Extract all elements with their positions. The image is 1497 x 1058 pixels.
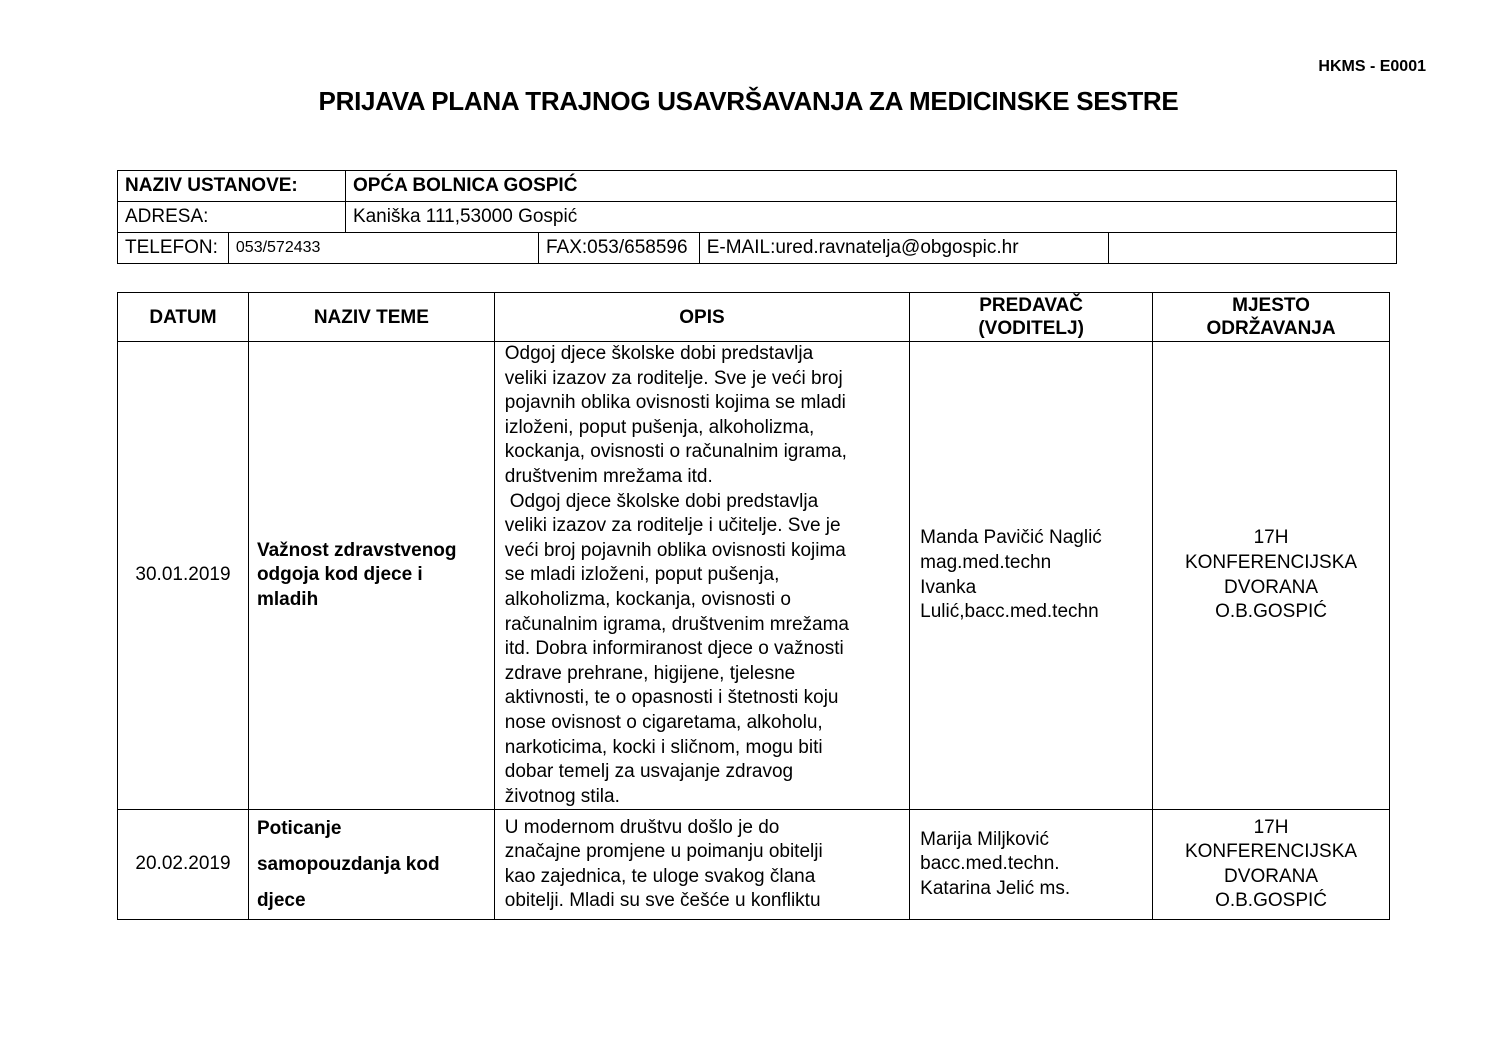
topic-line: mladih [256, 588, 319, 610]
description-line: nose ovisnost o cigaretama, alkoholu, [504, 711, 823, 733]
header-place [1153, 293, 1390, 342]
description-line: životnog stila. [504, 785, 620, 807]
table-row [118, 810, 1390, 920]
description-line: veliki izazov za roditelje i učitelje. Sve je [504, 515, 841, 537]
description-line: narkoticima, kocki i sličnom, mogu biti [504, 736, 823, 758]
header-lecturer [910, 293, 1153, 342]
form-code: HKMS - E0001 [1318, 58, 1426, 75]
lecturer-line: Marija Miljković [920, 828, 1049, 850]
description-line: obitelji. Mladi su sve češće u konfliktu [504, 890, 821, 912]
place-line: 17H [1253, 816, 1289, 838]
topic-line: djece [256, 889, 306, 911]
description-line: Odgoj djece školske dobi predstavlja [509, 490, 819, 512]
empty-cell [1109, 233, 1397, 264]
description-line: kockanja, ovisnosti o računalnim igrama, [504, 441, 847, 463]
lecturer-line: Lulić,bacc.med.techn [920, 601, 1099, 623]
description-line: kao zajednica, te uloge svakog člana [504, 865, 816, 887]
lecturer-line: mag.med.techn [920, 552, 1052, 574]
page-title: PRIJAVA PLANA TRAJNOG USAVRŠAVANJA ZA MEDICINSKE SESTRE [318, 86, 1179, 116]
description-line: dobar temelj za usvajanje zdravog [504, 761, 794, 783]
phone-value: 053/572433 [228, 233, 538, 264]
description-line: U modernom društvu došlo je do [504, 816, 780, 838]
topic-line: Važnost zdravstvenog [256, 539, 457, 561]
place-line: O.B.GOSPIĆ [1215, 601, 1327, 623]
lecturer-line: bacc.med.techn. [920, 853, 1060, 875]
description-line: se mladi izloženi, poput pušenja, [504, 564, 780, 586]
description-line: računalnim igrama, društvenim mrežama [504, 613, 849, 635]
description-line: značajne promjene u poimanju obitelji [504, 841, 823, 863]
row-description [494, 810, 909, 920]
row-date: 20.02.2019 [118, 810, 249, 920]
row-topic [248, 810, 494, 920]
contact-row [118, 233, 1397, 264]
description-line: veliki izazov za roditelje. Sve je veći broj [504, 367, 843, 389]
institution-label: NAZIV USTANOVE: [118, 171, 346, 202]
header-lecturer-line1: PREDAVAČ [979, 295, 1084, 316]
row-lecturer [910, 342, 1153, 810]
row-lecturer [910, 810, 1153, 920]
header-row [118, 293, 1390, 342]
address-row [118, 202, 1397, 233]
institution-info-table [117, 170, 1397, 264]
header-topic: NAZIV TEME [248, 293, 494, 342]
address-value: Kaniška 111,53000 Gospić [345, 202, 1396, 233]
email-value: E-MAIL:ured.ravnatelja@obgospic.hr [699, 233, 1109, 264]
place-line: 17H [1253, 527, 1289, 549]
header-description: OPIS [494, 293, 909, 342]
row-place [1153, 342, 1390, 810]
header-place-line2: ODRŽAVANJA [1206, 318, 1336, 339]
place-line: KONFERENCIJSKA [1184, 841, 1358, 863]
row-date: 30.01.2019 [118, 342, 249, 810]
address-label: ADRESA: [118, 202, 346, 233]
topic-line: Poticanje [256, 817, 342, 839]
description-line: itd. Dobra informiranost djece o važnosti [504, 638, 844, 660]
description-line: zdrave prehrane, higijene, tjelesne [504, 662, 796, 684]
description-line: Odgoj djece školske dobi predstavlja [504, 343, 814, 364]
description-line: društvenim mrežama itd. [504, 465, 713, 487]
fax-value: FAX:053/658596 [538, 233, 699, 264]
place-line: DVORANA [1224, 865, 1319, 887]
row-place [1153, 810, 1390, 920]
description-line: alkoholizma, kockanja, ovisnosti o [504, 588, 791, 610]
lecturer-line: Manda Pavičić Naglić [920, 527, 1102, 549]
phone-label: TELEFON: [118, 233, 229, 264]
place-line: KONFERENCIJSKA [1184, 552, 1358, 574]
place-line: DVORANA [1224, 576, 1319, 598]
table-row [118, 342, 1390, 810]
header-date: DATUM [118, 293, 249, 342]
description-line: izloženi, poput pušenja, alkoholizma, [504, 416, 815, 438]
lecturer-line: Katarina Jelić ms. [920, 878, 1071, 900]
education-plan-table [117, 292, 1390, 920]
description-line: aktivnosti, te o opasnosti i štetnosti koju [504, 687, 839, 709]
header-place-line1: MJESTO [1232, 295, 1310, 316]
institution-value: OPĆA BOLNICA GOSPIĆ [345, 171, 1396, 202]
description-line: pojavnih oblika ovisnosti kojima se mladi [504, 392, 846, 414]
institution-row [118, 171, 1397, 202]
row-description [494, 342, 909, 810]
topic-line: odgoja kod djece i [256, 564, 423, 586]
header-lecturer-line2: (VODITELJ) [978, 318, 1084, 339]
place-line: O.B.GOSPIĆ [1215, 890, 1327, 912]
lecturer-line: Ivanka [920, 576, 977, 598]
row-topic [248, 342, 494, 810]
description-line: veći broj pojavnih oblika ovisnosti kojima [504, 539, 846, 561]
topic-line: samopouzdanja kod [256, 853, 440, 875]
